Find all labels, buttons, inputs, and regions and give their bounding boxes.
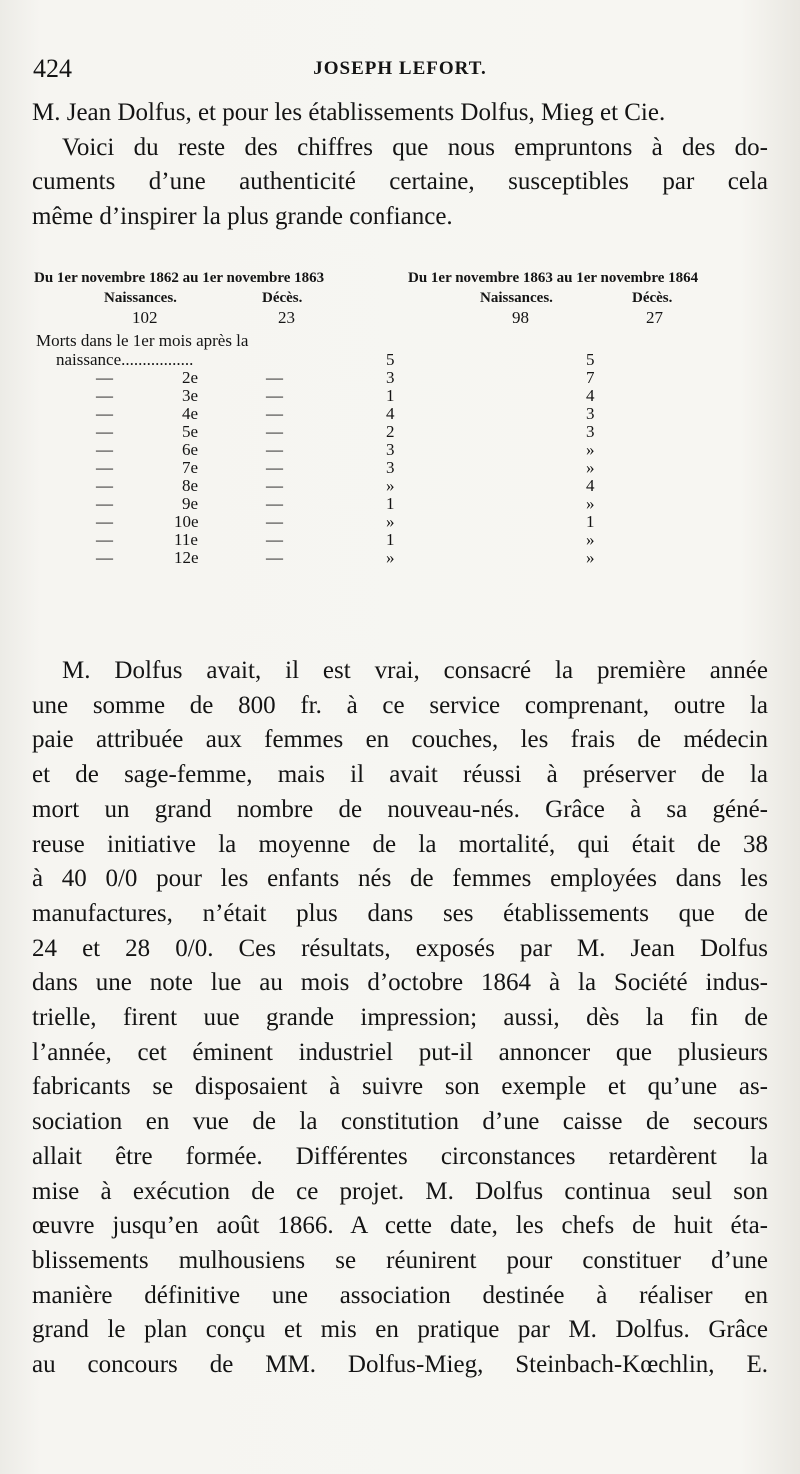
ditto-dash: —: [266, 368, 283, 387]
ditto-dash: —: [96, 530, 113, 549]
month-label: 3e: [182, 386, 199, 405]
ditto-dash: —: [96, 494, 113, 513]
body-line: blissements mulhousiens se réunirent pour constituer d’une: [32, 1246, 768, 1274]
p1-deaths-cell: 1: [386, 530, 395, 549]
deaths-row-label-cont: naissance.................: [56, 350, 194, 369]
p2-deaths-value: 27: [646, 308, 663, 327]
ditto-dash: —: [266, 404, 283, 423]
body-line: reuse initiative la moyenne de la mortalité, qui était de 38: [32, 830, 768, 858]
ditto-dash: —: [266, 530, 283, 549]
month-label: 11e: [174, 530, 198, 549]
p1-deaths-cell: 1: [386, 494, 395, 513]
ditto-dash: —: [96, 458, 113, 477]
p2-deaths-cell: »: [586, 440, 595, 459]
month-label: 4e: [182, 404, 199, 423]
body-paragraph: [32, 654, 768, 1383]
month-label: 5e: [182, 422, 199, 441]
p1-deaths-cell: »: [386, 548, 395, 567]
body-line: 24 et 28 0/0. Ces résultats, exposés par M. Jean Dolfus: [32, 934, 768, 962]
p2-births-header: Naissances.: [480, 290, 553, 306]
table-month-row: [32, 350, 772, 368]
table-column-row: [32, 288, 772, 308]
body-line: au concours de MM. Dolfus-Mieg, Steinbach-Kœchlin, E.: [32, 1351, 768, 1379]
table-month-row: [32, 422, 772, 440]
ditto-dash: —: [96, 386, 113, 405]
body-line: et de sage-femme, mais il avait réussi à préserver de la: [32, 761, 768, 789]
table-month-row: [32, 368, 772, 386]
body-line: manière définitive une association destinée à réaliser en: [32, 1281, 768, 1309]
body-line: grand le plan conçu et mis en pratique par M. Dolfus. Grâce: [32, 1316, 768, 1344]
ditto-dash: —: [96, 422, 113, 441]
month-label: 12e: [174, 548, 199, 567]
p1-deaths-header: Décès.: [262, 290, 303, 306]
body-line: une somme de 800 fr. à ce service comprenant, outre la: [32, 691, 768, 719]
ditto-dash: —: [96, 404, 113, 423]
body-line: fabricants se disposaient à suivre son exemple et qu’une as-: [32, 1073, 768, 1101]
ditto-dash: —: [96, 512, 113, 531]
ditto-dash: —: [96, 440, 113, 459]
intro-line: Voici du reste des chiffres que nous empruntons à des do-: [62, 133, 768, 161]
p2-deaths-cell: »: [586, 458, 595, 477]
month-label: 2e: [182, 368, 199, 387]
p2-deaths-cell: 5: [586, 350, 595, 369]
p2-deaths-cell: »: [586, 548, 595, 567]
mortality-table: [32, 268, 772, 566]
body-line: allait être formée. Différentes circonstances retardèrent la: [32, 1142, 768, 1170]
ditto-dash: —: [266, 440, 283, 459]
p1-deaths-cell: 2: [386, 422, 395, 441]
table-month-row: [32, 548, 772, 566]
table-month-row: [32, 404, 772, 422]
intro-line: même d’inspirer la plus grande confiance.: [32, 202, 453, 230]
body-line: paie attribuée aux femmes en couches, les frais de médecin: [32, 726, 768, 754]
p2-deaths-cell: 4: [586, 476, 595, 495]
body-line: mort un grand nombre de nouveau-nés. Grâce à sa géné-: [32, 795, 768, 823]
table-month-row: [32, 476, 772, 494]
p2-deaths-cell: 4: [586, 386, 595, 405]
month-label: 9e: [182, 494, 199, 513]
p2-deaths-header: Décès.: [632, 290, 673, 306]
ditto-dash: —: [266, 458, 283, 477]
table-totals-row: [32, 308, 772, 328]
ditto-dash: —: [266, 512, 283, 531]
p1-deaths-cell: 3: [386, 440, 395, 459]
table-month-row: [32, 458, 772, 476]
intro-paragraph: [32, 96, 768, 234]
table-month-row: [32, 494, 772, 512]
body-line: à 40 0/0 pour les enfants nés de femmes employées dans les: [32, 865, 768, 893]
ditto-dash: —: [266, 422, 283, 441]
ditto-dash: —: [266, 476, 283, 495]
p2-births-value: 98: [512, 308, 529, 327]
p2-deaths-cell: »: [586, 494, 595, 513]
p1-deaths-cell: 3: [386, 368, 395, 387]
p1-deaths-cell: 4: [386, 404, 395, 423]
deaths-row-label: Morts dans le 1er mois après la: [36, 331, 249, 350]
ditto-dash: —: [96, 368, 113, 387]
p1-births-value: 102: [132, 308, 158, 327]
body-line: sociation en vue de la constitution d’une caisse de secours: [32, 1108, 768, 1136]
intro-line: cuments d’une authenticité certaine, susceptibles par cela: [32, 168, 768, 196]
running-title: JOSEPH LEFORT.: [313, 58, 487, 79]
p1-deaths-cell: 1: [386, 386, 395, 405]
ditto-dash: —: [96, 476, 113, 495]
p1-deaths-cell: 5: [386, 350, 395, 369]
p2-deaths-cell: »: [586, 530, 595, 549]
ditto-dash: —: [266, 548, 283, 567]
page-number: 424: [33, 54, 72, 83]
month-rows: [32, 350, 772, 566]
p1-deaths-cell: »: [386, 476, 395, 495]
month-label: 10e: [174, 512, 199, 531]
ditto-dash: —: [266, 386, 283, 405]
p2-deaths-cell: 3: [586, 404, 595, 423]
p1-deaths-cell: 3: [386, 458, 395, 477]
p1-deaths-value: 23: [278, 308, 295, 327]
period-2-header: Du 1er novembre 1863 au 1er novembre 1864: [408, 270, 699, 286]
body-line: dans une note lue au mois d’octobre 1864 à la Société indus-: [32, 969, 768, 997]
ditto-dash: —: [96, 548, 113, 567]
body-line: trielle, firent uue grande impression; aussi, dès la fin de: [32, 1004, 768, 1032]
table-month-row: [32, 440, 772, 458]
p2-deaths-cell: 1: [586, 512, 595, 531]
table-period-row: [32, 268, 772, 288]
body-line: mise à exécution de ce projet. M. Dolfus continua seul son: [32, 1177, 768, 1205]
table-label-row: [32, 328, 772, 350]
month-label: 6e: [182, 440, 199, 459]
period-1-header: Du 1er novembre 1862 au 1er novembre 1863: [34, 270, 325, 286]
body-line: manufactures, n’était plus dans ses établissements que de: [32, 899, 768, 927]
intro-line: M. Jean Dolfus, et pour les établissements Dolfus, Mieg et Cie.: [32, 99, 666, 126]
table-month-row: [32, 512, 772, 530]
p1-births-header: Naissances.: [104, 290, 177, 306]
table-month-row: [32, 386, 772, 404]
page-header: [0, 50, 800, 86]
body-line: œuvre jusqu’en août 1866. A cette date, les chefs de huit éta-: [32, 1212, 768, 1240]
body-line: M. Dolfus avait, il est vrai, consacré la première année: [62, 657, 768, 684]
ditto-dash: —: [266, 494, 283, 513]
body-line: l’année, cet éminent industriel put-il annoncer que plusieurs: [32, 1038, 768, 1066]
month-label: 7e: [182, 458, 199, 477]
table-month-row: [32, 530, 772, 548]
p2-deaths-cell: 7: [586, 368, 595, 387]
month-label: 8e: [182, 476, 199, 495]
p2-deaths-cell: 3: [586, 422, 595, 441]
p1-deaths-cell: »: [386, 512, 395, 531]
